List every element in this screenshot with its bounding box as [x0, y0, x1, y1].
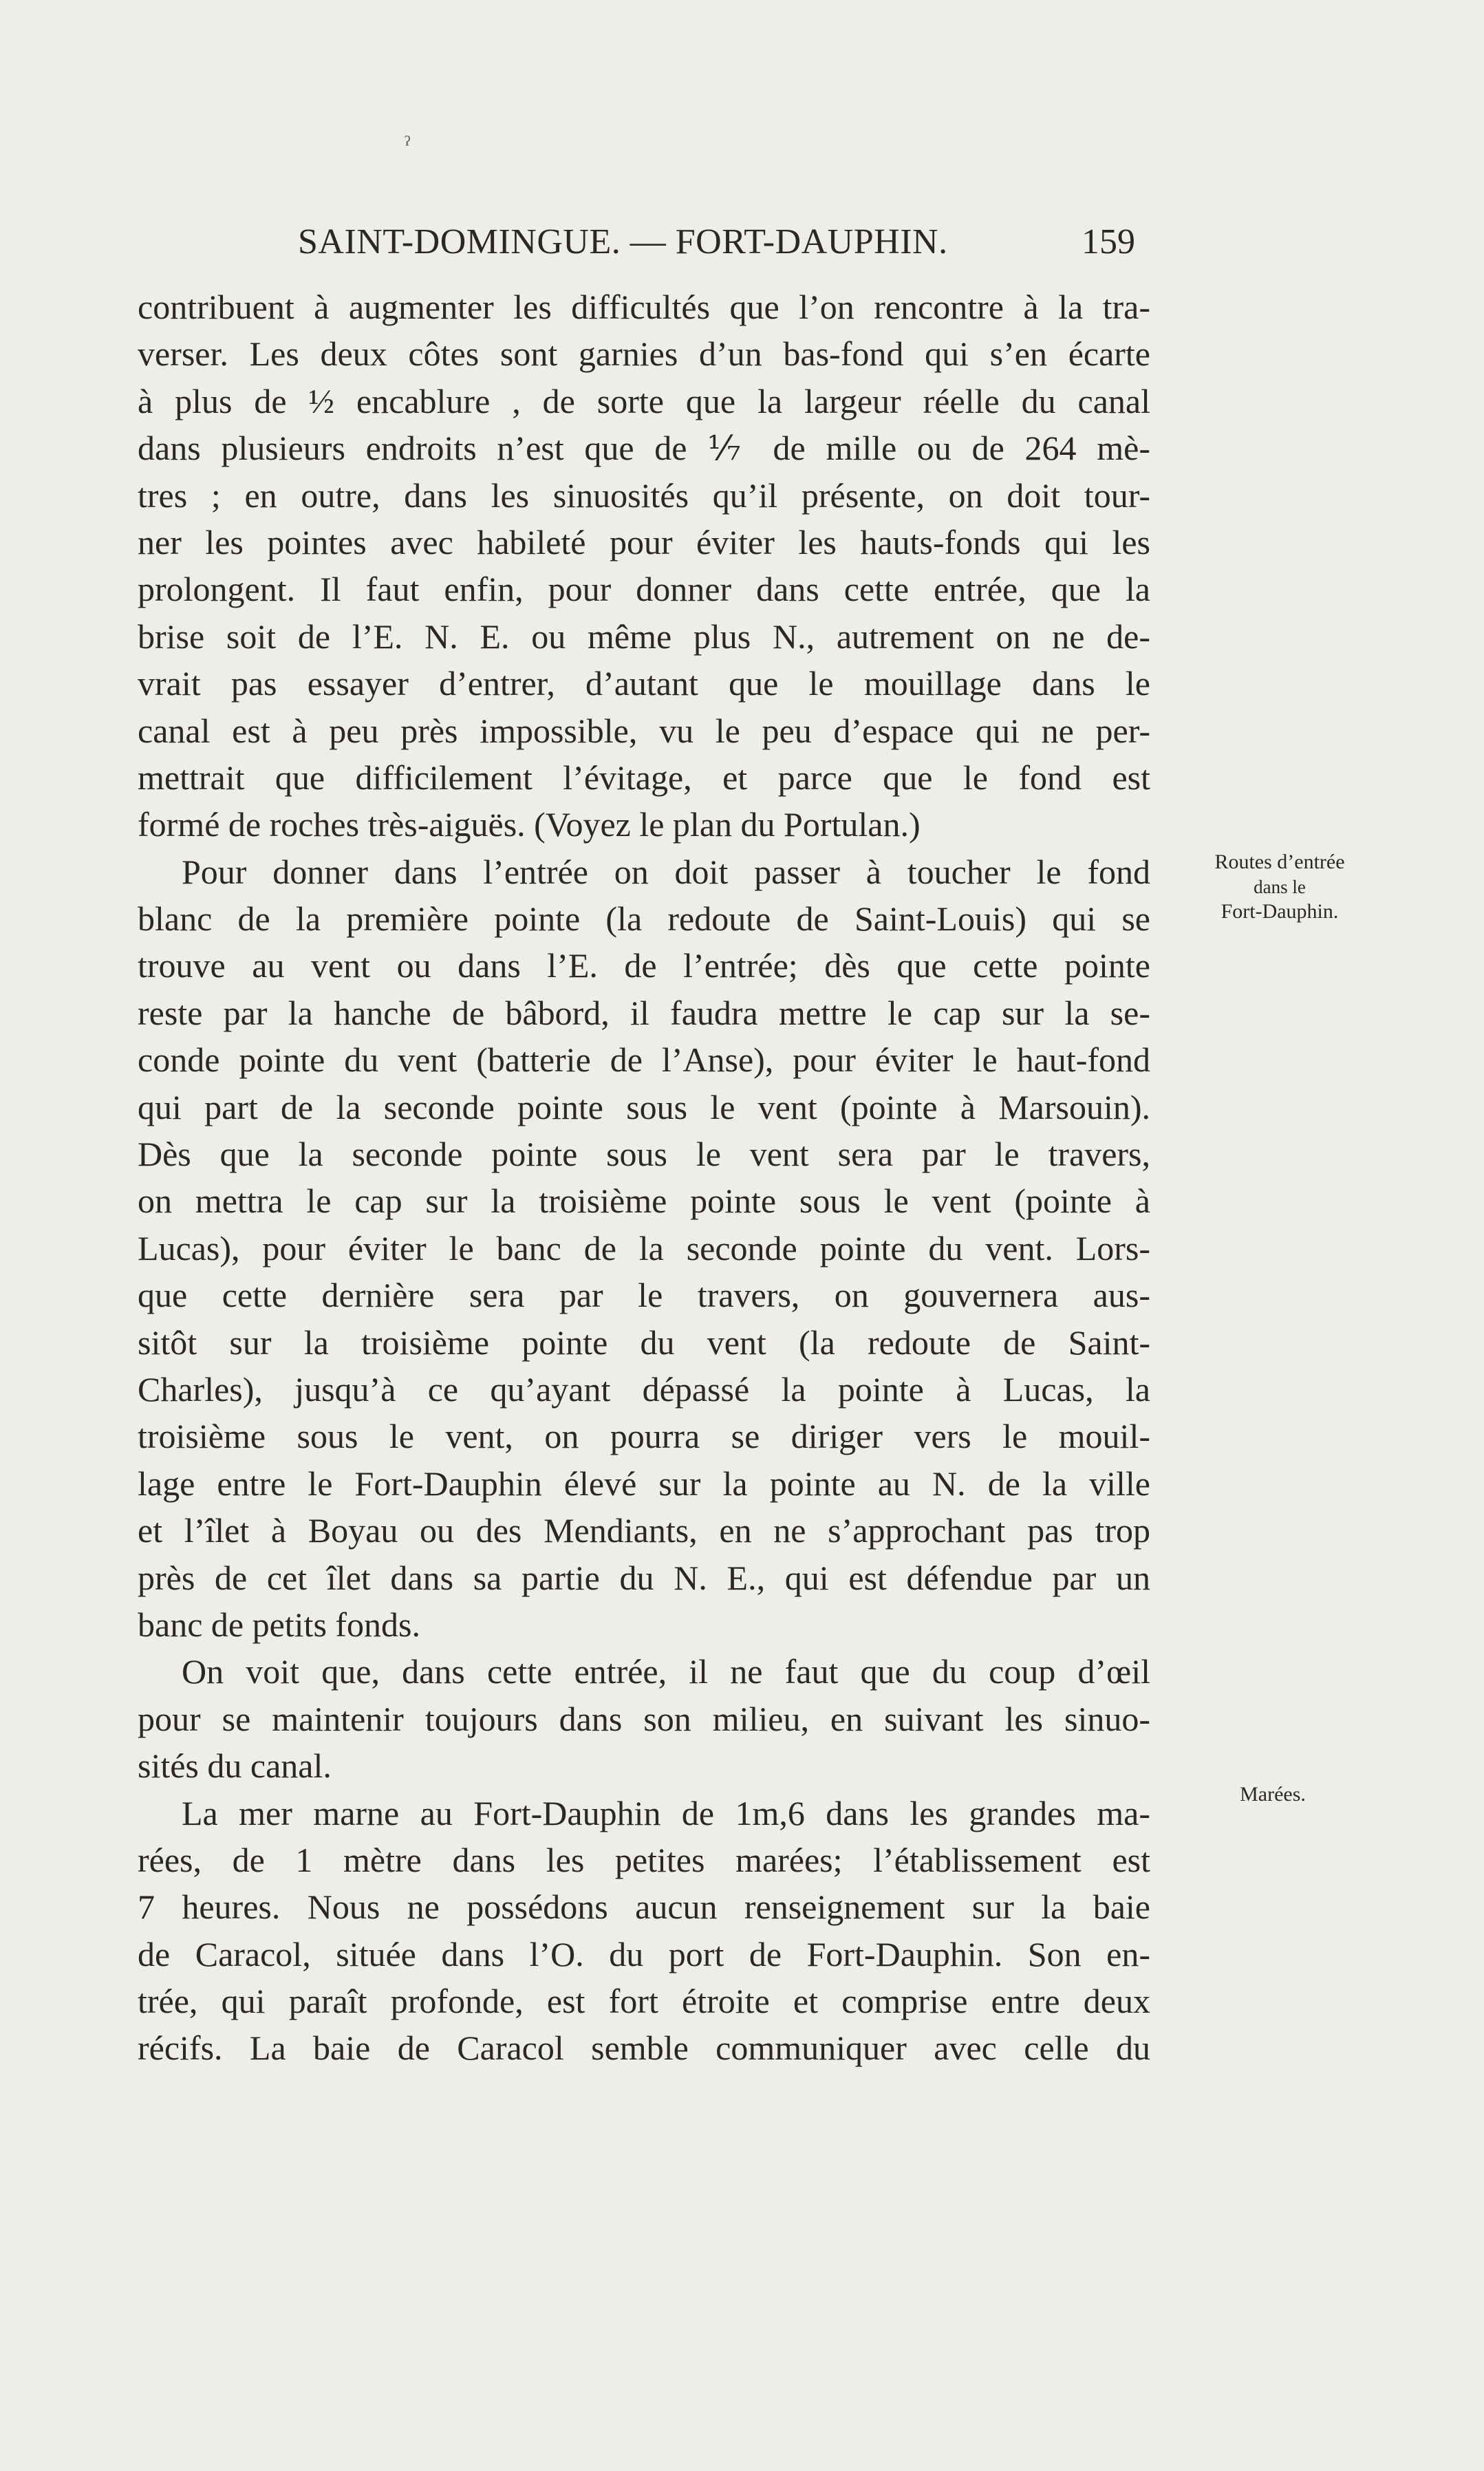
- text-line: tres ; en outre, dans les sinuosités qu’il présente, on doit tour-: [138, 475, 1150, 515]
- running-head: [136, 222, 1153, 270]
- text-line: banc de petits fonds.: [138, 1605, 421, 1644]
- text-line: verser. Les deux côtes sont garnies d’un bas-fond qui s’en écarte: [138, 334, 1150, 374]
- text-line: prolongent. Il faut enfin, pour donner dans cette entrée, que la: [138, 570, 1150, 609]
- text-line: La mer marne au Fort-Dauphin de 1m,6 dans les grandes ma-: [182, 1793, 1150, 1832]
- text-line: et l’îlet à Boyau ou des Mendiants, en ne s’approchant pas trop: [138, 1511, 1150, 1550]
- text-line: récifs. La baie de Caracol semble communiquer avec celle du: [138, 2029, 1150, 2068]
- sidenote-line: dans le: [1254, 877, 1306, 897]
- text-line: près de cet îlet dans sa partie du N. E., qui est défendue par un: [138, 1558, 1150, 1597]
- text-line: formé de roches très-aiguës. (Voyez le plan du Portulan.): [138, 805, 921, 844]
- text-line: contribuent à augmenter les difficultés que l’on rencontre à la tra-: [138, 288, 1150, 326]
- sidenote-marees: [1211, 1782, 1335, 1807]
- text-line: 7 heures. Nous ne possédons aucun renseignement sur la baie: [138, 1887, 1150, 1927]
- text-line: rées, de 1 mètre dans les petites marées; l’établissement est: [138, 1840, 1150, 1879]
- text-line: On voit que, dans cette entrée, il ne faut que du coup d’œil: [182, 1652, 1150, 1691]
- text-line: reste par la hanche de bâbord, il faudra mettre le cap sur la se-: [138, 993, 1150, 1032]
- running-title: SAINT-DOMINGUE. — FORT-DAUPHIN.: [298, 222, 948, 261]
- text-line: ner les pointes avec habileté pour éviter les hauts-fonds qui les: [138, 522, 1150, 561]
- text-line: trée, qui paraît profonde, est fort étroite et comprise entre deux: [138, 1982, 1150, 2021]
- text-line: que cette dernière sera par le travers, on gouvernera aus-: [138, 1276, 1150, 1315]
- text-line: de Caracol, située dans l’O. du port de Fort-Dauphin. Son en-: [138, 1934, 1150, 1973]
- text-line: Charles), jusqu’à ce qu’ayant dépassé la pointe à Lucas, la: [138, 1369, 1150, 1409]
- text-line: brise soit de l’E. N. E. ou même plus N., autrement on ne de-: [138, 617, 1150, 656]
- text-line: qui part de la seconde pointe sous le vent (pointe à Marsouin).: [138, 1087, 1150, 1126]
- text-line: Pour donner dans l’entrée on doit passer à toucher le fond: [182, 852, 1150, 891]
- print-speck: ˀ: [405, 132, 411, 158]
- sidenote-line: Fort-Dauphin.: [1220, 900, 1339, 923]
- text-line: lage entre le Fort-Dauphin élevé sur la pointe au N. de la ville: [138, 1464, 1150, 1503]
- sidenote-line: Marées.: [1240, 1783, 1306, 1806]
- text-line: mettrait que difficilement l’évitage, et parce que le fond est: [138, 758, 1150, 797]
- text-line: canal est à peu près impossible, vu le peu d’espace qui ne per-: [138, 711, 1150, 750]
- text-line: troisième sous le vent, on pourra se diriger vers le mouil-: [138, 1417, 1150, 1456]
- text-line: sitôt sur la troisième pointe du vent (la redoute de Saint-: [138, 1323, 1150, 1362]
- text-line: à plus de ½ encablure , de sorte que la largeur réelle du canal: [138, 381, 1150, 420]
- text-line: conde pointe du vent (batterie de l’Anse), pour éviter le haut-fond: [138, 1040, 1150, 1080]
- text-line: trouve au vent ou dans l’E. de l’entrée; dès que cette pointe: [138, 946, 1150, 985]
- text-line: blanc de la première pointe (la redoute de Saint-Louis) qui se: [138, 899, 1150, 939]
- text-line: on mettra le cap sur la troisième pointe sous le vent (pointe à: [138, 1181, 1150, 1221]
- text-line: Dès que la seconde pointe sous le vent sera par le travers,: [138, 1135, 1150, 1174]
- body-text: [138, 284, 1150, 2072]
- text-line: vrait pas essayer d’entrer, d’autant que le mouillage dans le: [138, 664, 1150, 703]
- sidenote-routes: [1176, 850, 1383, 924]
- text-line: dans plusieurs endroits n’est que de ⅐ de mille ou de 264 mè-: [138, 429, 1150, 468]
- sidenote-line: Routes d’entrée: [1214, 851, 1345, 873]
- page-number: 159: [1082, 222, 1135, 261]
- text-line: sités du canal.: [138, 1746, 332, 1786]
- text-line: pour se maintenir toujours dans son milieu, en suivant les sinuo-: [138, 1699, 1150, 1738]
- text-line: Lucas), pour éviter le banc de la seconde pointe du vent. Lors-: [138, 1228, 1150, 1267]
